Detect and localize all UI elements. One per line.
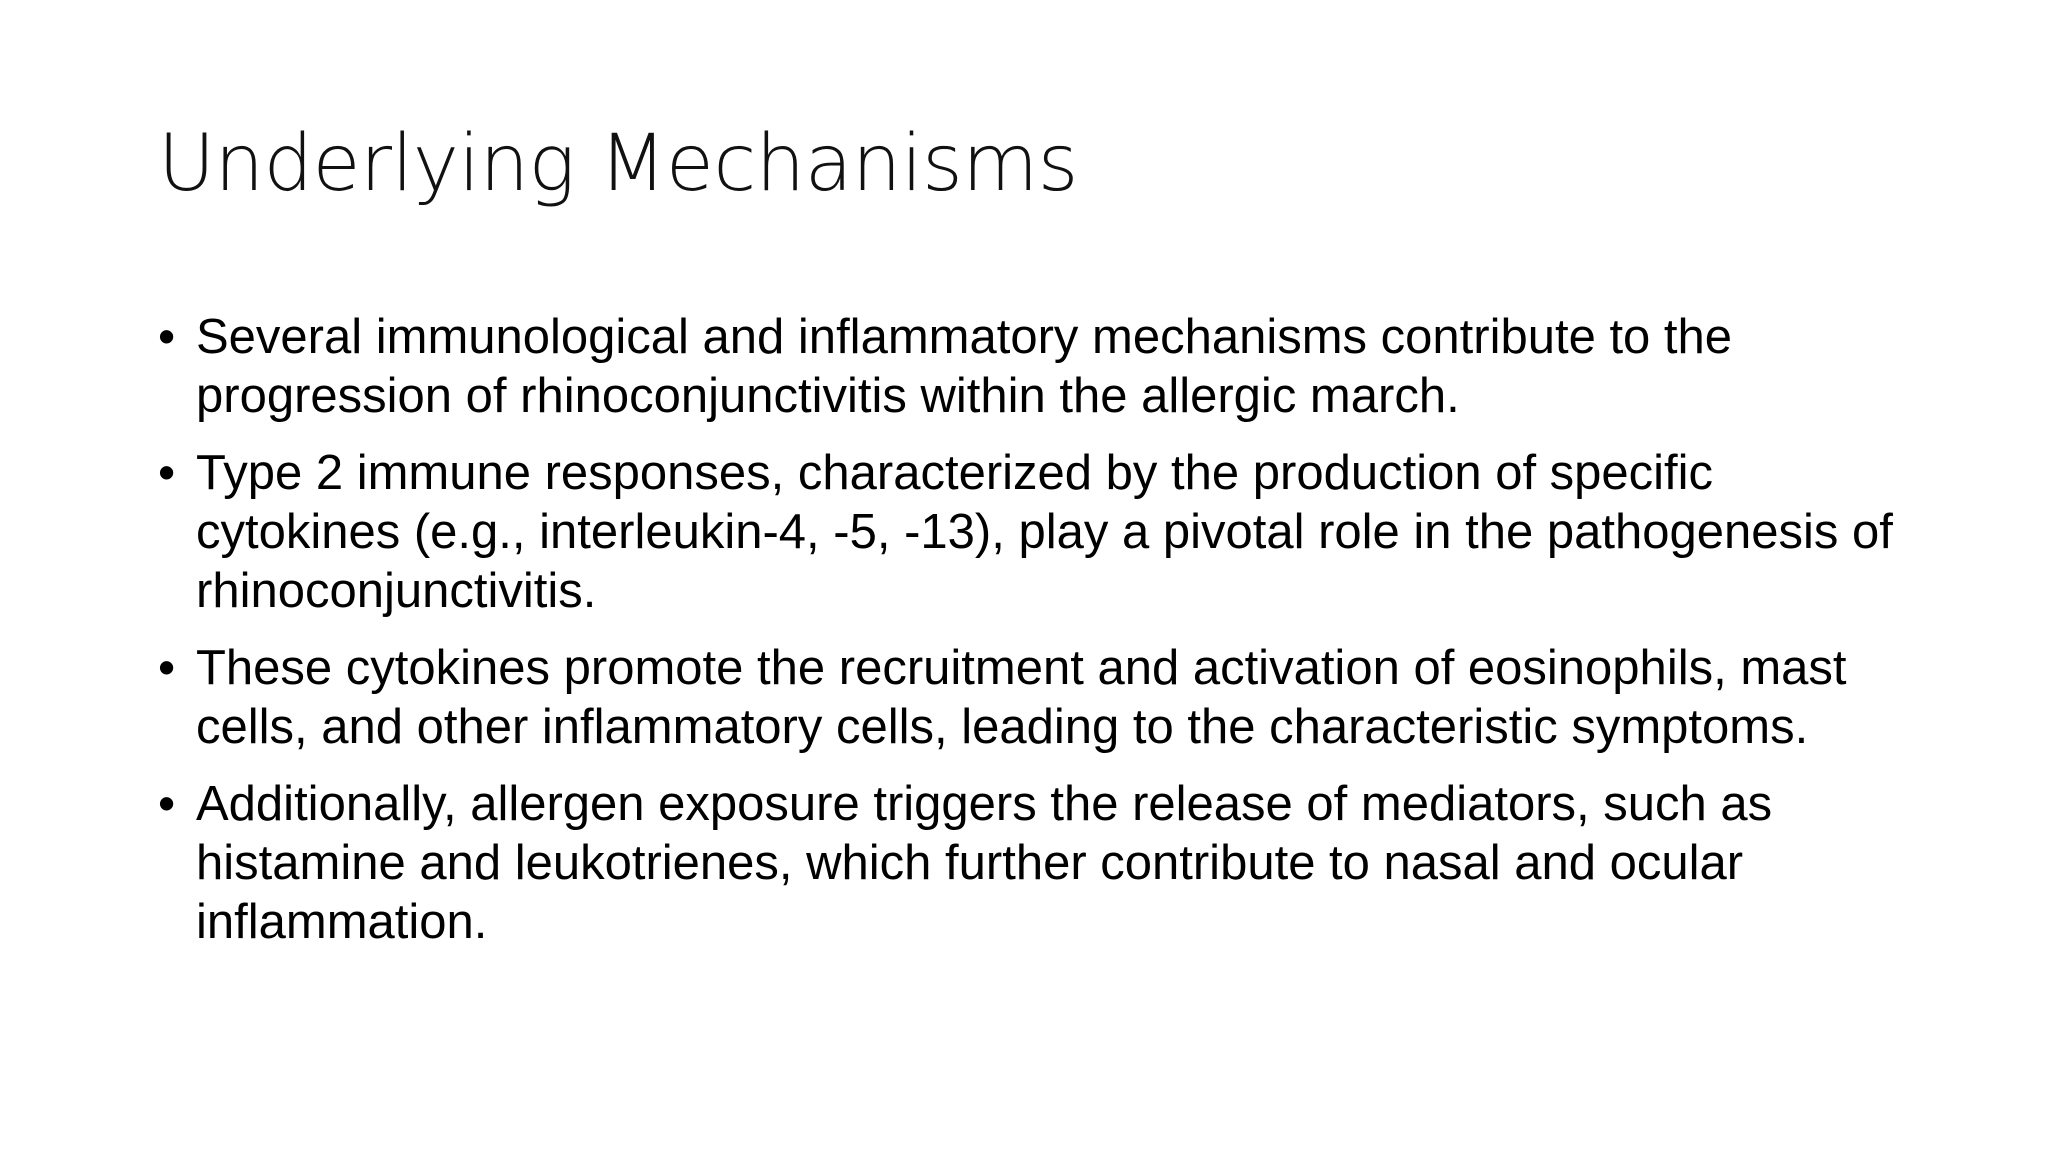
bullet-item xyxy=(158,444,1918,621)
bullet-dot-icon: • xyxy=(158,446,176,500)
bullet-text: Several immunological and inflammatory mechanisms contribute to the progression of rhinoconjunctivitis within the allergic march. xyxy=(196,310,1733,423)
bullet-text: Additionally, allergen exposure triggers the release of mediators, such as histamine and leukotrienes, which further contribute to nasal and ocular inflammation. xyxy=(196,777,1773,949)
bullet-dot-icon: • xyxy=(158,641,176,695)
bullet-item xyxy=(158,308,1918,426)
bullet-text: These cytokines promote the recruitment and activation of eosinophils, mast cells, and other inflammatory cells, leading to the characteristic symptoms. xyxy=(196,641,1847,754)
slide-title: Underlying Mechanisms xyxy=(158,119,1078,209)
bullet-item xyxy=(158,775,1918,952)
bullet-dot-icon: • xyxy=(158,310,176,364)
bullet-item xyxy=(158,639,1918,757)
bullet-text: Type 2 immune responses, characterized by the production of specific cytokines (e.g., interleukin-4, -5, -13), play a pivotal role in the pathogenesis of rhinoconjunctivitis. xyxy=(196,446,1893,618)
bullet-list xyxy=(158,308,1918,970)
bullet-dot-icon: • xyxy=(158,777,176,831)
